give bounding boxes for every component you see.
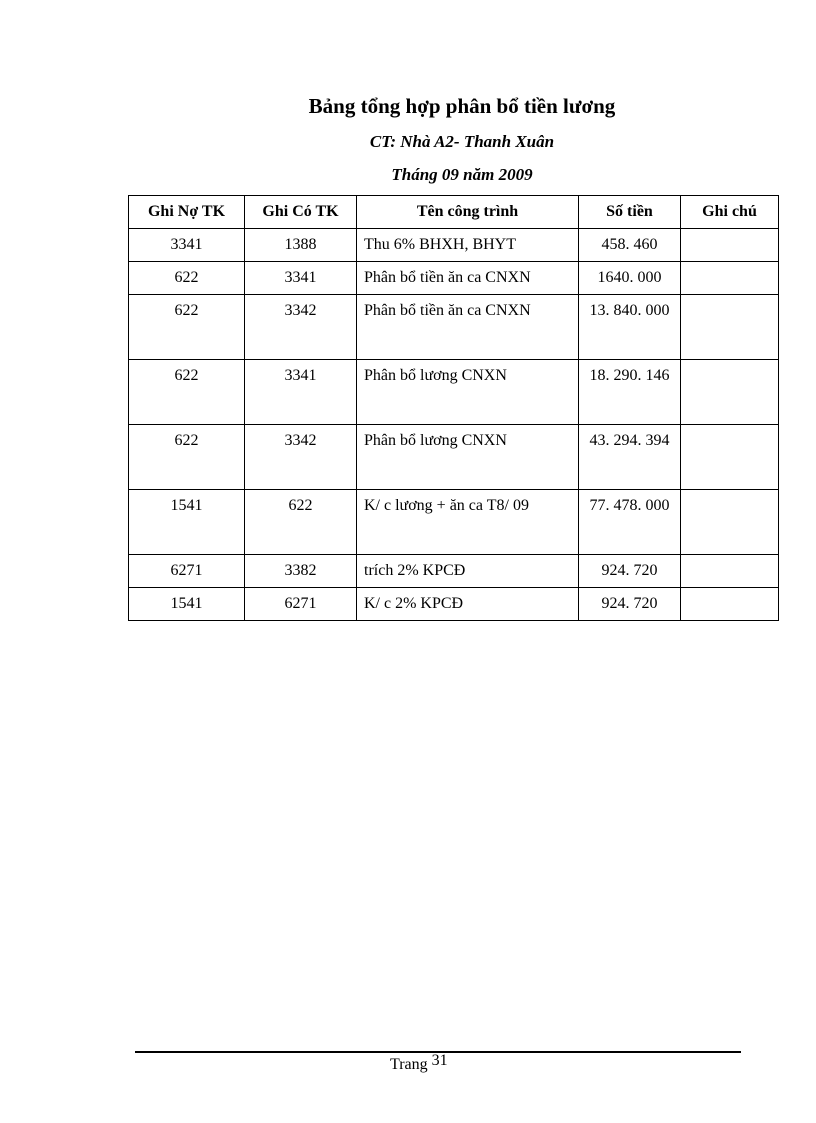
cell-amount: 77. 478. 000 xyxy=(579,490,681,555)
cell-credit: 1388 xyxy=(245,229,357,262)
header-note: Ghi chú xyxy=(681,196,779,229)
cell-credit: 6271 xyxy=(245,588,357,621)
cell-name: Phân bổ tiền ăn ca CNXN xyxy=(357,262,579,295)
table-row xyxy=(129,490,779,555)
cell-debit: 3341 xyxy=(129,229,245,262)
cell-amount: 18. 290. 146 xyxy=(579,360,681,425)
table-row xyxy=(129,360,779,425)
cell-credit: 3341 xyxy=(245,360,357,425)
cell-amount: 1640. 000 xyxy=(579,262,681,295)
cell-name: Phân bổ tiền ăn ca CNXN xyxy=(357,295,579,360)
cell-debit: 622 xyxy=(129,360,245,425)
document-subtitle: CT: Nhà A2- Thanh Xuân xyxy=(369,132,555,151)
header-amount: Số tiền xyxy=(579,196,681,229)
cell-debit: 622 xyxy=(129,295,245,360)
cell-name: Phân bổ lương CNXN xyxy=(357,425,579,490)
cell-amount: 458. 460 xyxy=(579,229,681,262)
cell-debit: 6271 xyxy=(129,555,245,588)
cell-debit: 1541 xyxy=(129,588,245,621)
cell-name: Thu 6% BHXH, BHYT xyxy=(357,229,579,262)
header-debit-account: Ghi Nợ TK xyxy=(129,196,245,229)
table-row xyxy=(129,555,779,588)
cell-amount: 924. 720 xyxy=(579,555,681,588)
cell-note xyxy=(681,588,779,621)
cell-amount: 924. 720 xyxy=(579,588,681,621)
cell-credit: 3342 xyxy=(245,425,357,490)
cell-note xyxy=(681,555,779,588)
table-row xyxy=(129,425,779,490)
cell-name: K/ c lương + ăn ca T8/ 09 xyxy=(357,490,579,555)
table-row xyxy=(129,588,779,621)
document-period: Tháng 09 năm 2009 xyxy=(391,165,533,184)
header-credit-account: Ghi Có TK xyxy=(245,196,357,229)
table-row xyxy=(129,295,779,360)
cell-amount: 43. 294. 394 xyxy=(579,425,681,490)
header-project-name: Tên công trình xyxy=(357,196,579,229)
page-number: 31 xyxy=(431,1052,448,1069)
cell-credit: 3341 xyxy=(245,262,357,295)
page-label: Trang xyxy=(390,1056,428,1073)
cell-note xyxy=(681,490,779,555)
cell-note xyxy=(681,360,779,425)
cell-name: trích 2% KPCĐ xyxy=(357,555,579,588)
cell-debit: 622 xyxy=(129,425,245,490)
document-title: Bảng tổng hợp phân bổ tiền lương xyxy=(308,94,616,118)
cell-note xyxy=(681,229,779,262)
cell-credit: 3342 xyxy=(245,295,357,360)
table-header-row xyxy=(129,196,779,229)
allocation-table xyxy=(128,195,779,621)
cell-credit: 622 xyxy=(245,490,357,555)
cell-name: K/ c 2% KPCĐ xyxy=(357,588,579,621)
page-footer xyxy=(390,1052,448,1074)
table-row xyxy=(129,229,779,262)
table-row xyxy=(129,262,779,295)
cell-debit: 622 xyxy=(129,262,245,295)
cell-note xyxy=(681,425,779,490)
cell-note xyxy=(681,295,779,360)
cell-name: Phân bổ lương CNXN xyxy=(357,360,579,425)
cell-amount: 13. 840. 000 xyxy=(579,295,681,360)
cell-credit: 3382 xyxy=(245,555,357,588)
cell-debit: 1541 xyxy=(129,490,245,555)
cell-note xyxy=(681,262,779,295)
